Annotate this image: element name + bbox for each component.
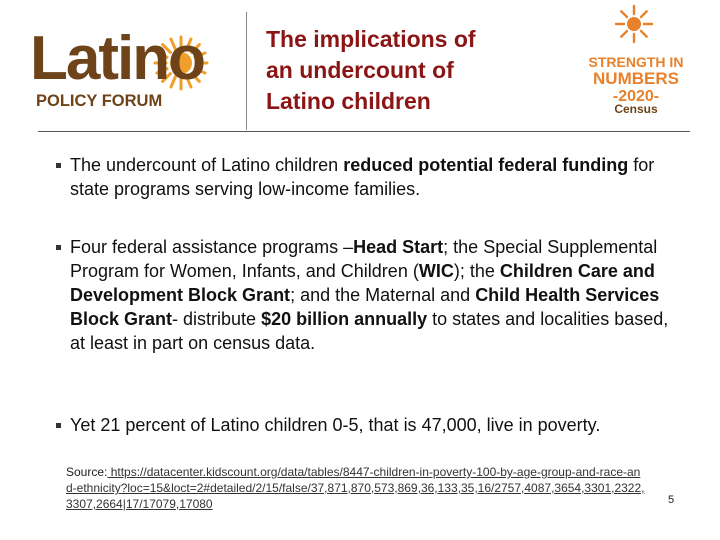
bullet-text: Four federal assistance programs – bbox=[70, 237, 354, 257]
sun-icon bbox=[614, 4, 654, 44]
title-line-3: Latino children bbox=[266, 88, 431, 114]
header-vertical-divider bbox=[246, 12, 247, 130]
source-label: Source: bbox=[66, 465, 108, 479]
slide-title bbox=[266, 24, 566, 117]
bullet-marker bbox=[56, 423, 61, 428]
bullet-text: for state programs serving low-income families. bbox=[70, 155, 655, 199]
bullet-text: ; the Special Supplemental Program for Women, Infants, and Children ( bbox=[70, 237, 658, 281]
bullet-emphasis: Children Care and Development Block Grant bbox=[70, 261, 655, 305]
bullet-item bbox=[60, 153, 680, 201]
logo-wordmark: Latino bbox=[30, 24, 204, 93]
bullet-text: - distribute bbox=[172, 309, 262, 329]
bullet-item bbox=[60, 413, 680, 437]
strength-in-numbers-census-logo bbox=[582, 4, 682, 116]
logo-right-line-3: -2020- bbox=[612, 88, 660, 105]
logo-right-line-2: NUMBERS bbox=[593, 69, 679, 88]
bullet-emphasis: reduced potential federal funding bbox=[343, 155, 629, 175]
bullet-marker bbox=[56, 245, 61, 250]
header-horizontal-divider bbox=[38, 131, 690, 132]
bullet-emphasis: $20 billion annually bbox=[261, 309, 428, 329]
logo-subtitle: POLICY FORUM bbox=[36, 92, 163, 110]
bullet-text: The undercount of Latino children bbox=[70, 155, 344, 175]
bullet-text: Yet 21 percent of Latino children 0-5, that is 47,000, live in poverty. bbox=[70, 415, 601, 435]
bullet-text: ); the bbox=[453, 261, 500, 281]
logo-right-line-1: STRENGTH IN bbox=[588, 54, 684, 70]
bullet-emphasis: WIC bbox=[418, 261, 454, 281]
bullet-emphasis: Head Start bbox=[353, 237, 444, 257]
source-link[interactable]: https://datacenter.kidscount.org/data/tables/8447-children-in-poverty-100-by-age-group-and-race-and-ethnicity?loc=15&loct=2#detailed/2/15/false/37,871,870,573,869,36,133,35,16/2757,4087,3654,3301,2322,3307,2664|17/17079,17080 bbox=[66, 465, 645, 511]
bullet-item bbox=[60, 235, 680, 355]
title-line-2: an undercount of bbox=[266, 57, 454, 83]
bullet-marker bbox=[56, 163, 61, 168]
bullet-text: ; and the Maternal and bbox=[290, 285, 476, 305]
latino-policy-forum-logo bbox=[30, 24, 230, 118]
bullet-emphasis: Child Health Services Block Grant bbox=[70, 285, 660, 329]
logo-right-line-4: Census bbox=[614, 102, 658, 116]
source-citation bbox=[66, 464, 646, 512]
title-line-1: The implications of bbox=[266, 26, 476, 52]
page-number: 5 bbox=[668, 494, 675, 506]
bullet-text: to states and localities based, at least in part on census data. bbox=[70, 309, 669, 353]
